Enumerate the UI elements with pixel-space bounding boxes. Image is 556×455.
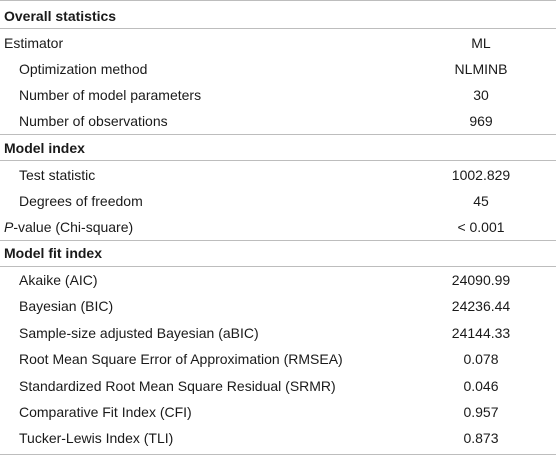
- table-row: [0, 372, 556, 398]
- section-title: Model index: [4, 139, 85, 156]
- row-value: < 0.001: [457, 218, 505, 235]
- row-value: 30: [473, 87, 489, 104]
- section-title: Model fit index: [4, 245, 102, 262]
- section-header-overall: [0, 3, 556, 29]
- row-label: Degrees of freedom: [19, 192, 143, 209]
- table-row: [0, 425, 556, 451]
- table-row: [0, 161, 556, 187]
- row-label: Standardized Root Mean Square Residual (SRMR): [19, 377, 336, 394]
- section-title: Overall statistics: [4, 7, 117, 24]
- table-row: [0, 399, 556, 425]
- row-label: Test statistic: [19, 166, 96, 183]
- row-value: 0.078: [463, 351, 499, 368]
- table-row: [0, 82, 556, 108]
- p-rest: -value (Chi-square): [13, 218, 134, 235]
- row-label: Comparative Fit Index (CFI): [19, 404, 192, 421]
- table-row: [0, 214, 556, 240]
- row-value: 45: [473, 192, 489, 209]
- row-label: Root Mean Square Error of Approximation (RMSEA): [19, 351, 343, 368]
- table-row: [0, 320, 556, 346]
- row-label: [0, 219, 133, 235]
- table-row: [0, 188, 556, 214]
- row-label: Estimator: [4, 34, 64, 51]
- row-value: 1002.829: [451, 166, 511, 183]
- row-value: 0.046: [463, 377, 499, 394]
- section-header-model-fit: [0, 241, 556, 267]
- row-value: 0.873: [463, 430, 499, 447]
- row-value: 24144.33: [451, 324, 511, 341]
- table-row: [0, 29, 556, 55]
- row-label: Bayesian (BIC): [19, 298, 114, 315]
- table-row: [0, 56, 556, 82]
- row-value: 0.957: [463, 404, 499, 421]
- row-label: Tucker-Lewis Index (TLI): [19, 430, 174, 447]
- row-value: 24236.44: [451, 298, 511, 315]
- row-value: ML: [471, 34, 491, 51]
- row-label: Optimization method: [19, 60, 148, 77]
- row-value: NLMINB: [454, 60, 508, 77]
- row-label: Number of model parameters: [19, 87, 202, 104]
- table-row: [0, 293, 556, 319]
- row-label: Sample-size adjusted Bayesian (aBIC): [19, 324, 259, 341]
- row-label: Akaike (AIC): [19, 272, 98, 289]
- table-row: [0, 267, 556, 293]
- table-row: [0, 346, 556, 372]
- p-italic: P: [4, 218, 14, 235]
- table-row: [0, 109, 556, 135]
- row-value: 24090.99: [451, 272, 511, 289]
- row-label: Number of observations: [19, 113, 168, 130]
- section-header-model-index: [0, 135, 556, 161]
- row-value: 969: [469, 113, 493, 130]
